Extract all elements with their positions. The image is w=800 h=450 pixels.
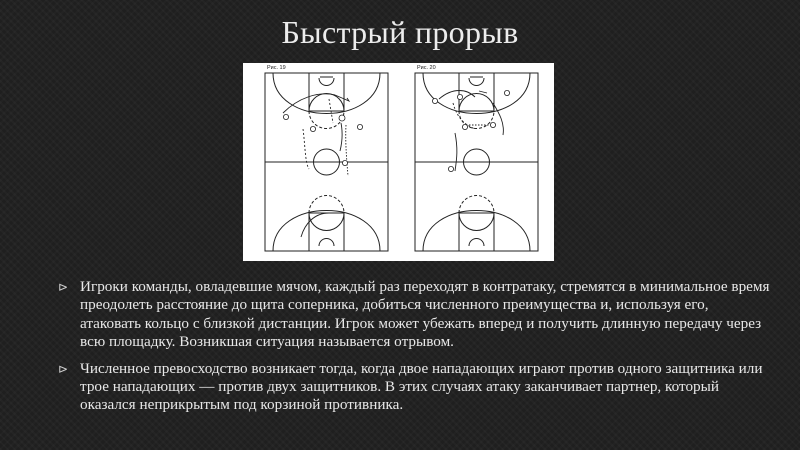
bullet-arrow-icon: ⊳	[58, 280, 69, 294]
fast-break-diagram-figure	[243, 63, 554, 261]
bullet-list	[58, 278, 770, 423]
bullet-item	[58, 360, 770, 415]
bullet-text: Численное превосходство возникает тогда, когда двое нападающих играют против одного защитника или трое нападающих — против двух защитников. В этих случаях атаку заканчивает партнер, который оказался неприкрытым под корзиной противника.	[80, 359, 763, 414]
court-diagram-left	[265, 73, 388, 251]
figure-label-right: Рис. 20	[417, 65, 436, 71]
bullet-text: Игроки команды, овладевшие мячом, каждый раз переходят в контратаку, стремятся в минимальное время преодолеть расстояние до щита соперника, добиться численного преимущества и, используя его, атаковать кольцо с близкой дистанции. Игрок может убежать вперед и получить длинную передачу через всю площадку. Возникшая ситуация называется отрывом.	[80, 278, 770, 351]
players-right	[432, 90, 509, 171]
figure-label-left: Рис. 19	[267, 65, 286, 71]
fast-break-diagrams	[243, 63, 554, 261]
bullet-arrow-icon: ⊳	[58, 361, 69, 376]
bullet-item	[58, 278, 770, 352]
players-left	[283, 114, 362, 165]
slide-title: Быстрый прорыв	[281, 14, 519, 50]
